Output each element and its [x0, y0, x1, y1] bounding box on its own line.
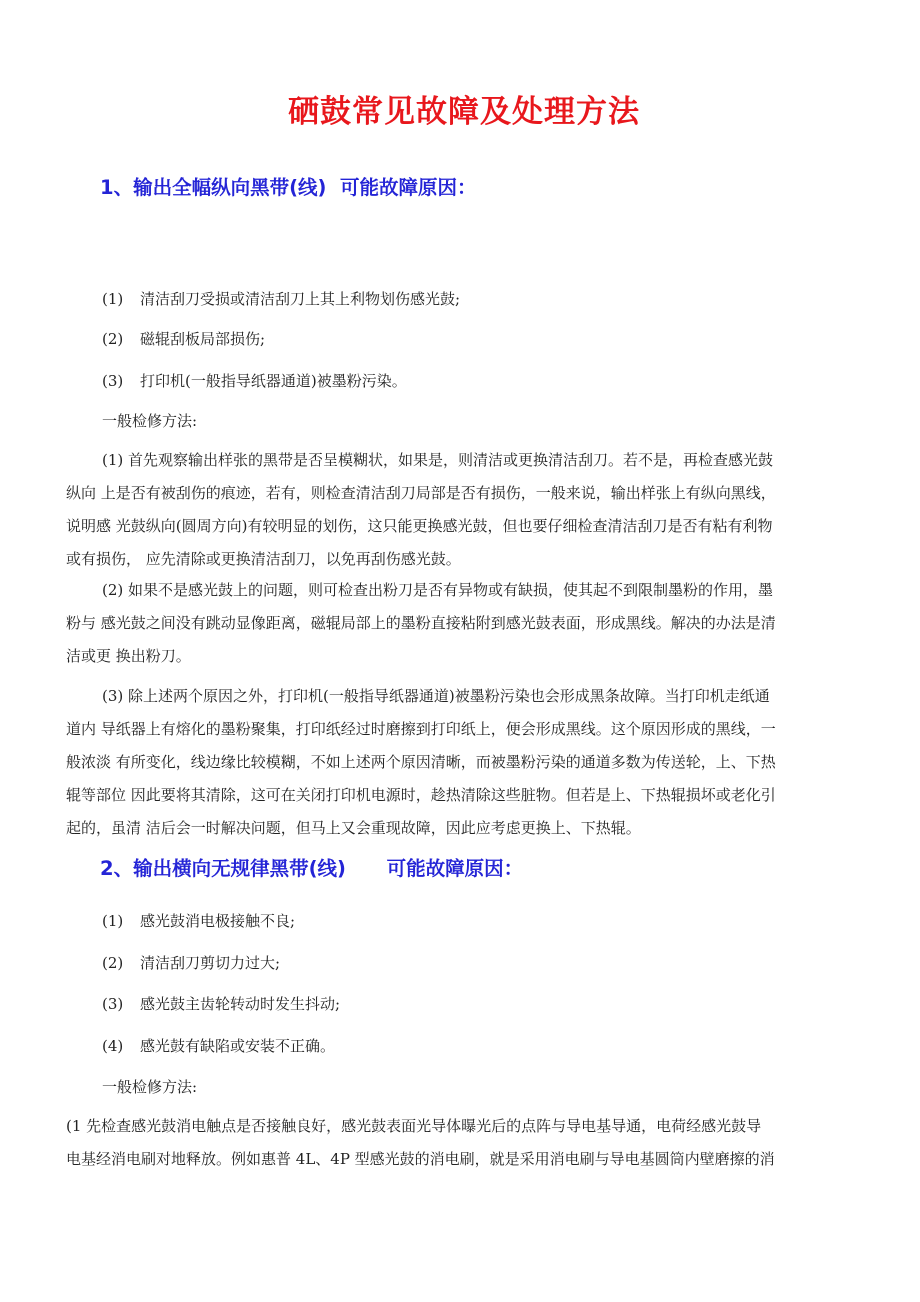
- section2-cause-item: [102, 952, 280, 973]
- section1-cause-item: [102, 328, 265, 349]
- paragraph-line: (1 先检查感光鼓消电触点是否接触良好，感光鼓表面光导体曝光后的点阵与导电基导通，电荷经感光鼓导: [66, 1117, 762, 1135]
- cause-number: (4): [102, 1037, 124, 1055]
- section2-method-label: 一般检修方法:: [102, 1078, 198, 1096]
- cause-text: 清洁刮刀剪切力过大;: [140, 954, 281, 972]
- paragraph-line: 般浓淡 有所变化，线边缘比较模糊，不如上述两个原因清晰，而被墨粉污染的通道多数为传送轮，上、下热: [66, 753, 776, 771]
- paragraph-line: (2) 如果不是感光鼓上的问题，则可检查出粉刀是否有异物或有缺损，使其起不到限制墨粉的作用，墨: [102, 581, 774, 599]
- cause-text: 打印机(一般指导纸器通道)被墨粉污染。: [140, 372, 407, 390]
- paragraph-line: 粉与 感光鼓之间没有跳动显像距离，磁辊局部上的墨粉直接粘附到感光鼓表面，形成黑线。解决的办法是清: [66, 614, 776, 632]
- cause-number: (2): [102, 330, 124, 348]
- section2-method-paragraph: [66, 1110, 856, 1176]
- section1-heading: 1、输出全幅纵向黑带(线) 可能故障原因：: [100, 176, 477, 199]
- cause-text: 感光鼓有缺陷或安装不正确。: [140, 1037, 336, 1055]
- cause-number: (1): [102, 912, 124, 930]
- cause-number: (3): [102, 372, 124, 390]
- cause-number: (3): [102, 995, 124, 1013]
- section1-cause-item: [102, 288, 460, 309]
- paragraph-line: 辊等部位 因此要将其清除，这可在关闭打印机电源时，趁热清除这些脏物。但若是上、下热辊损坏或老化引: [66, 786, 776, 804]
- section2-cause-item: [102, 993, 340, 1014]
- paragraph-line: 起的，虽清 洁后会一时解决问题，但马上又会重现故障，因此应考虑更换上、下热辊。: [66, 819, 641, 837]
- paragraph-line: 洁或更 换出粉刀。: [66, 647, 191, 665]
- cause-text: 感光鼓消电极接触不良;: [140, 912, 296, 930]
- section1-method-paragraph: [66, 680, 856, 845]
- paragraph-line: 道内 导纸器上有熔化的墨粉聚集，打印纸经过时磨擦到打印纸上，便会形成黑线。这个原因形成的黑线，一: [66, 720, 776, 738]
- paragraph-line: 纵向 上是否有被刮伤的痕迹，若有，则检查清洁刮刀局部是否有损伤，一般来说，输出样张上有纵向黑线，: [66, 484, 776, 502]
- document-title: 硒鼓常见故障及处理方法: [288, 94, 640, 130]
- section2-cause-item: [102, 1035, 335, 1056]
- paragraph-line: 电基经消电刷对地释放。例如惠普 4L、4P 型感光鼓的消电刷，就是采用消电刷与导电基圆筒内壁磨擦的消: [66, 1150, 775, 1168]
- paragraph-line: 说明感 光鼓纵向(圆周方向)有较明显的划伤，这只能更换感光鼓，但也要仔细检查清洁刮刀是否有粘有利物: [66, 517, 773, 535]
- paragraph-line: (3) 除上述两个原因之外，打印机(一般指导纸器通道)被墨粉污染也会形成黑条故障。当打印机走纸通: [102, 687, 770, 705]
- cause-text: 感光鼓主齿轮转动时发生抖动;: [140, 995, 341, 1013]
- cause-number: (1): [102, 290, 124, 308]
- cause-text: 磁辊刮板局部损伤;: [140, 330, 266, 348]
- section1-method-paragraph: [66, 444, 856, 576]
- paragraph-line: 或有损伤， 应先清除或更换清洁刮刀，以免再刮伤感光鼓。: [66, 550, 461, 568]
- section1-method-paragraph: [66, 574, 856, 673]
- cause-number: (2): [102, 954, 124, 972]
- section2-cause-item: [102, 910, 295, 931]
- cause-text: 清洁刮刀受损或清洁刮刀上其上利物划伤感光鼓;: [140, 290, 461, 308]
- paragraph-line: (1) 首先观察输出样张的黑带是否呈模糊状，如果是，则清洁或更换清洁刮刀。若不是，再检查感光鼓: [102, 451, 774, 469]
- section1-method-label: 一般检修方法:: [102, 412, 198, 430]
- section1-cause-item: [102, 370, 407, 391]
- section2-heading: 2、输出横向无规律黑带(线) 可能故障原因：: [100, 857, 524, 880]
